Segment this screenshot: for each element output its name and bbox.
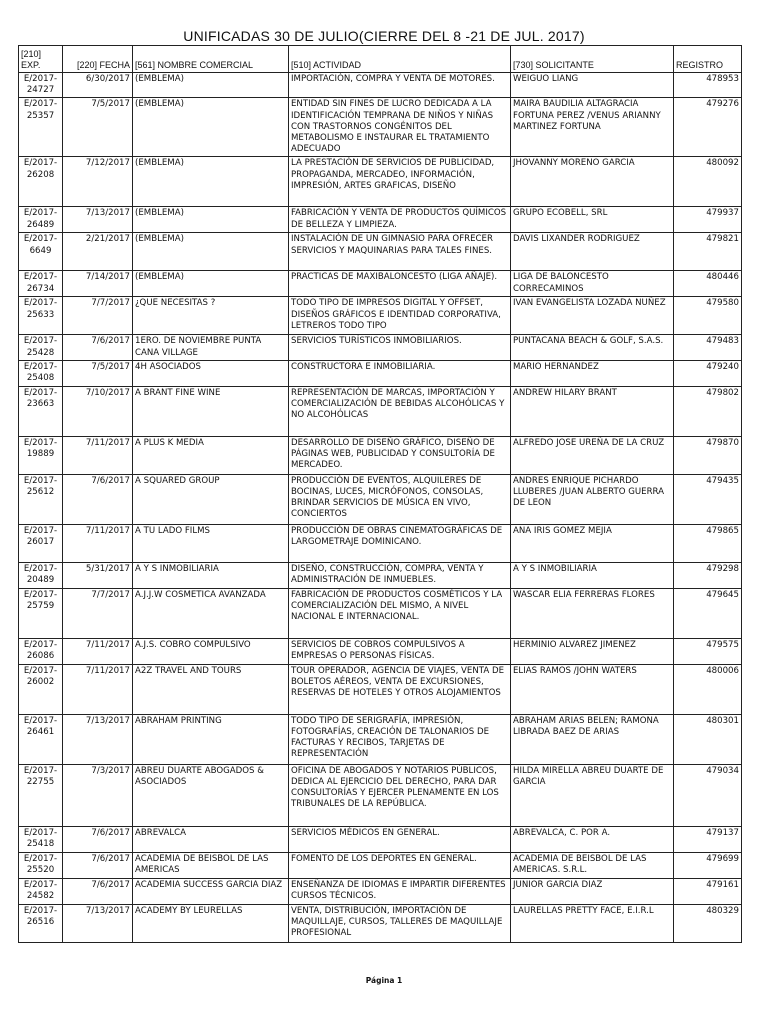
cell-fecha: 7/11/2017: [63, 664, 133, 714]
cell-solicitante: A Y S INMOBILIARIA: [511, 562, 674, 588]
table-row: [19, 878, 742, 904]
cell-registro: 479645: [674, 588, 742, 638]
cell-fecha: 7/6/2017: [63, 474, 133, 524]
cell-solicitante: WASCAR ELIA FERRERAS FLORES: [511, 588, 674, 638]
cell-solicitante: MARIO HERNANDEZ: [511, 360, 674, 386]
cell-actividad: SERVICIOS MÉDICOS EN GENERAL.: [289, 826, 511, 852]
cell-exp: E/2017-26516: [19, 904, 63, 942]
cell-solicitante: DAVIS LIXANDER RODRIGUEZ: [511, 233, 674, 271]
header-solicitante: [730] SOLICITANTE: [511, 46, 674, 73]
cell-nombre: A TU LADO FILMS: [133, 524, 289, 562]
cell-solicitante: ACADEMIA DE BEISBOL DE LAS AMERICAS. S.R.L.: [511, 852, 674, 878]
cell-exp: E/2017-25418: [19, 826, 63, 852]
cell-nombre: ACADEMIA SUCCESS GARCIA DIAZ: [133, 878, 289, 904]
table-row: [19, 588, 742, 638]
table-row: [19, 386, 742, 436]
cell-solicitante: ANA IRIS GOMEZ MEJIA: [511, 524, 674, 562]
cell-fecha: 7/6/2017: [63, 826, 133, 852]
cell-fecha: 7/7/2017: [63, 297, 133, 335]
cell-registro: 479870: [674, 436, 742, 474]
cell-nombre: A PLUS K MEDIA: [133, 436, 289, 474]
cell-registro: 478953: [674, 73, 742, 98]
cell-fecha: 7/11/2017: [63, 638, 133, 664]
cell-registro: 479865: [674, 524, 742, 562]
cell-fecha: 6/30/2017: [63, 73, 133, 98]
cell-nombre: ACADEMY BY LEURELLAS: [133, 904, 289, 942]
header-fecha: [220] FECHA: [63, 46, 133, 73]
cell-actividad: DISEÑO, CONSTRUCCIÓN, COMPRA, VENTA Y ADMINISTRACIÓN DE INMUEBLES.: [289, 562, 511, 588]
table-row: [19, 73, 742, 98]
cell-exp: E/2017-23663: [19, 386, 63, 436]
cell-exp: E/2017-26086: [19, 638, 63, 664]
cell-registro: 480446: [674, 271, 742, 297]
cell-exp: E/2017-26002: [19, 664, 63, 714]
table-row: [19, 524, 742, 562]
table-row: [19, 664, 742, 714]
cell-actividad: REPRESENTACIÓN DE MARCAS, IMPORTACIÓN Y COMERCIALIZACIÓN DE BEBIDAS ALCOHÓLICAS Y NO ALCOHÓLICAS: [289, 386, 511, 436]
cell-actividad: PRODUCCIÓN DE OBRAS CINEMATOGRÁFICAS DE LARGOMETRAJE DOMINICANO.: [289, 524, 511, 562]
cell-nombre: (EMBLEMA): [133, 98, 289, 157]
cell-registro: 479161: [674, 878, 742, 904]
table-row: [19, 98, 742, 157]
table-row: [19, 852, 742, 878]
cell-fecha: 7/6/2017: [63, 335, 133, 360]
cell-registro: 479298: [674, 562, 742, 588]
cell-registro: 479937: [674, 207, 742, 233]
cell-solicitante: IVAN EVANGELISTA LOZADA NUÑEZ: [511, 297, 674, 335]
cell-exp: E/2017-19889: [19, 436, 63, 474]
cell-actividad: PRODUCCIÓN DE EVENTOS, ALQUILERES DE BOCINAS, LUCES, MICRÓFONOS, CONSOLAS, BRINDAR SERVICIOS DE MÚSICA EN VIVO, CONCIERTOS: [289, 474, 511, 524]
cell-registro: 479802: [674, 386, 742, 436]
cell-nombre: (EMBLEMA): [133, 157, 289, 207]
table-row: [19, 360, 742, 386]
cell-nombre: (EMBLEMA): [133, 271, 289, 297]
table-row: [19, 436, 742, 474]
table-row: [19, 297, 742, 335]
cell-actividad: TOUR OPERADOR, AGENCIA DE VIAJES, VENTA DE BOLETOS AÉREOS, VENTA DE EXCURSIONES, RESERVAS DE HOTELES Y OTROS ALOJAMIENTOS: [289, 664, 511, 714]
table-header-row: [19, 46, 742, 73]
cell-actividad: FOMENTO DE LOS DEPORTES EN GENERAL.: [289, 852, 511, 878]
cell-registro: 479821: [674, 233, 742, 271]
cell-registro: 479240: [674, 360, 742, 386]
cell-solicitante: ELIAS RAMOS /JOHN WATERS: [511, 664, 674, 714]
header-actividad: [510] ACTIVIDAD: [289, 46, 511, 73]
cell-nombre: A BRANT FINE WINE: [133, 386, 289, 436]
cell-solicitante: PUNTACANA BEACH & GOLF, S.A.S.: [511, 335, 674, 360]
cell-fecha: 7/13/2017: [63, 207, 133, 233]
cell-nombre: A Y S INMOBILIARIA: [133, 562, 289, 588]
cell-registro: 480301: [674, 714, 742, 764]
cell-exp: E/2017-22755: [19, 764, 63, 826]
cell-solicitante: ALFREDO JOSE UREÑA DE LA CRUZ: [511, 436, 674, 474]
cell-exp: E/2017-26461: [19, 714, 63, 764]
header-nombre: [561] NOMBRE COMERCIAL: [133, 46, 289, 73]
cell-solicitante: LIGA DE BALONCESTO CORRECAMINOS: [511, 271, 674, 297]
cell-fecha: 7/13/2017: [63, 714, 133, 764]
cell-fecha: 7/3/2017: [63, 764, 133, 826]
cell-solicitante: MAIRA BAUDILIA ALTAGRACIA FORTUNA PEREZ /VENUS ARIANNY MARTINEZ FORTUNA: [511, 98, 674, 157]
table-row: [19, 904, 742, 942]
cell-actividad: OFICINA DE ABOGADOS Y NOTARIOS PÚBLICOS, DEDICA AL EJERCICIO DEL DERECHO, PARA DAR CONSULTORÍAS Y EJERCER PLENAMENTE EN LOS TRIBUNALES DE LA REPÚBLICA.: [289, 764, 511, 826]
cell-exp: E/2017-25520: [19, 852, 63, 878]
cell-fecha: 7/13/2017: [63, 904, 133, 942]
cell-actividad: TODO TIPO DE IMPRESOS DIGITAL Y OFFSET, DISEÑOS GRÁFICOS E IDENTIDAD CORPORATIVA, LETREROS TODO TIPO: [289, 297, 511, 335]
cell-registro: 480006: [674, 664, 742, 714]
cell-solicitante: WEIGUO LIANG: [511, 73, 674, 98]
cell-exp: E/2017-6649: [19, 233, 63, 271]
cell-nombre: 4H ASOCIADOS: [133, 360, 289, 386]
cell-registro: 480329: [674, 904, 742, 942]
cell-nombre: A SQUARED GROUP: [133, 474, 289, 524]
cell-registro: 479699: [674, 852, 742, 878]
cell-fecha: 7/11/2017: [63, 524, 133, 562]
cell-exp: E/2017-26734: [19, 271, 63, 297]
cell-solicitante: ANDRES ENRIQUE PICHARDO LLUBERES /JUAN ALBERTO GUERRA DE LEON: [511, 474, 674, 524]
cell-actividad: ENSEÑANZA DE IDIOMAS E IMPARTIR DIFERENTES CURSOS TÉCNICOS.: [289, 878, 511, 904]
cell-actividad: DESARROLLO DE DISEÑO GRÁFICO, DISEÑO DE PÁGINAS WEB, PUBLICIDAD Y CONSULTORÍA DE MERCADEO.: [289, 436, 511, 474]
cell-exp: E/2017-26208: [19, 157, 63, 207]
cell-nombre: (EMBLEMA): [133, 207, 289, 233]
cell-actividad: LA PRESTACIÓN DE SERVICIOS DE PUBLICIDAD, PROPAGANDA, MERCADEO, INFORMACIÓN, IMPRESIÓN, ARTES GRAFICAS, DISEÑO: [289, 157, 511, 207]
cell-registro: 479575: [674, 638, 742, 664]
cell-actividad: TODO TIPO DE SERIGRAFÍA, IMPRESIÓN, FOTOGRAFÍAS, CREACIÓN DE TALONARIOS DE FACTURAS Y RECIBOS, TARJETAS DE REPRESENTACIÓN: [289, 714, 511, 764]
table-row: [19, 764, 742, 826]
cell-fecha: 7/11/2017: [63, 436, 133, 474]
cell-actividad: ENTIDAD SIN FINES DE LUCRO DEDICADA A LA IDENTIFICACIÓN TEMPRANA DE NIÑOS Y NIÑAS CON TRASTORNOS CONGÉNITOS DEL METABOLISMO E INSTAURAR EL TRATAMIENTO ADECUADO: [289, 98, 511, 157]
cell-exp: E/2017-25357: [19, 98, 63, 157]
cell-nombre: ABREU DUARTE ABOGADOS & ASOCIADOS: [133, 764, 289, 826]
cell-exp: E/2017-26017: [19, 524, 63, 562]
cell-nombre: (EMBLEMA): [133, 233, 289, 271]
cell-registro: 479483: [674, 335, 742, 360]
cell-nombre: ABRAHAM PRINTING: [133, 714, 289, 764]
table-row: [19, 207, 742, 233]
cell-fecha: 7/14/2017: [63, 271, 133, 297]
table-row: [19, 562, 742, 588]
cell-nombre: ACADEMIA DE BEISBOL DE LAS AMERICAS: [133, 852, 289, 878]
header-exp: [210] EXP.: [19, 46, 63, 73]
cell-exp: E/2017-26489: [19, 207, 63, 233]
table-row: [19, 474, 742, 524]
cell-actividad: IMPORTACIÓN, COMPRA Y VENTA DE MOTORES.: [289, 73, 511, 98]
cell-solicitante: LAURELLAS PRETTY FACE, E.I.R.L: [511, 904, 674, 942]
cell-solicitante: ANDREW HILARY BRANT: [511, 386, 674, 436]
table-row: [19, 714, 742, 764]
table-row: [19, 233, 742, 271]
cell-actividad: FABRICACIÓN DE PRODUCTOS COSMÉTICOS Y LA COMERCIALIZACIÓN DEL MISMO, A NIVEL NACIONAL E INTERNACIONAL.: [289, 588, 511, 638]
table-row: [19, 157, 742, 207]
cell-nombre: ABREVALCA: [133, 826, 289, 852]
cell-exp: E/2017-24582: [19, 878, 63, 904]
cell-nombre: A2Z TRAVEL AND TOURS: [133, 664, 289, 714]
table-row: [19, 638, 742, 664]
cell-nombre: ¿QUE NECESITAS ?: [133, 297, 289, 335]
cell-registro: 479034: [674, 764, 742, 826]
cell-fecha: 7/6/2017: [63, 878, 133, 904]
page-footer: Página 1: [365, 976, 403, 985]
cell-exp: E/2017-25759: [19, 588, 63, 638]
cell-fecha: 7/12/2017: [63, 157, 133, 207]
cell-fecha: 7/5/2017: [63, 98, 133, 157]
cell-exp: E/2017-20489: [19, 562, 63, 588]
cell-fecha: 7/7/2017: [63, 588, 133, 638]
cell-fecha: 7/5/2017: [63, 360, 133, 386]
cell-actividad: SERVICIOS TURÍSTICOS INMOBILIARIOS.: [289, 335, 511, 360]
cell-exp: E/2017-24727: [19, 73, 63, 98]
cell-solicitante: JUNIOR GARCIA DIAZ: [511, 878, 674, 904]
cell-registro: 479435: [674, 474, 742, 524]
cell-nombre: A.J.S. COBRO COMPULSIVO: [133, 638, 289, 664]
cell-actividad: INSTALACIÓN DE UN GIMNASIO PARA OFRECER SERVICIOS Y MAQUINARIAS PARA TALES FINES.: [289, 233, 511, 271]
cell-solicitante: HERMINIO ALVAREZ JIMENEZ: [511, 638, 674, 664]
cell-nombre: A.J.J.W COSMETICA AVANZADA: [133, 588, 289, 638]
table-row: [19, 271, 742, 297]
table-row: [19, 335, 742, 360]
table-row: [19, 826, 742, 852]
cell-registro: 479137: [674, 826, 742, 852]
cell-solicitante: JHOVANNY MORENO GARCIA: [511, 157, 674, 207]
header-registro: REGISTRO: [674, 46, 742, 73]
page-title: UNIFICADAS 30 DE JULIO(CIERRE DEL 8 -21 DE JUL. 2017): [183, 28, 585, 44]
cell-actividad: CONSTRUCTORA E INMOBILIARIA.: [289, 360, 511, 386]
cell-registro: 479276: [674, 98, 742, 157]
cell-solicitante: GRUPO ECOBELL, SRL: [511, 207, 674, 233]
cell-registro: 479580: [674, 297, 742, 335]
cell-fecha: 7/10/2017: [63, 386, 133, 436]
cell-exp: E/2017-25633: [19, 297, 63, 335]
cell-fecha: 7/6/2017: [63, 852, 133, 878]
cell-fecha: 5/31/2017: [63, 562, 133, 588]
cell-actividad: VENTA, DISTRIBUCIÓN, IMPORTACIÓN DE MAQUILLAJE, CURSOS, TALLERES DE MAQUILLAJE PROFESIONAL: [289, 904, 511, 942]
cell-nombre: 1ERO. DE NOVIEMBRE PUNTA CANA VILLAGE: [133, 335, 289, 360]
cell-exp: E/2017-25612: [19, 474, 63, 524]
cell-registro: 480092: [674, 157, 742, 207]
cell-solicitante: ABRAHAM ARIAS BELEN; RAMONA LIBRADA BAEZ DE ARIAS: [511, 714, 674, 764]
cell-exp: E/2017-25408: [19, 360, 63, 386]
records-table: [18, 45, 742, 943]
cell-solicitante: ABREVALCA, C. POR A.: [511, 826, 674, 852]
cell-fecha: 2/21/2017: [63, 233, 133, 271]
cell-solicitante: HILDA MIRELLA ABREU DUARTE DE GARCIA: [511, 764, 674, 826]
cell-actividad: SERVICIOS DE COBROS COMPULSIVOS A EMPRESAS O PERSONAS FÍSICAS.: [289, 638, 511, 664]
cell-exp: E/2017-25428: [19, 335, 63, 360]
cell-actividad: FABRICACIÓN Y VENTA DE PRODUCTOS QUÍMICOS DE BELLEZA Y LIMPIEZA.: [289, 207, 511, 233]
cell-nombre: (EMBLEMA): [133, 73, 289, 98]
cell-actividad: PRACTICAS DE MAXIBALONCESTO (LIGA AÑAJE).: [289, 271, 511, 297]
